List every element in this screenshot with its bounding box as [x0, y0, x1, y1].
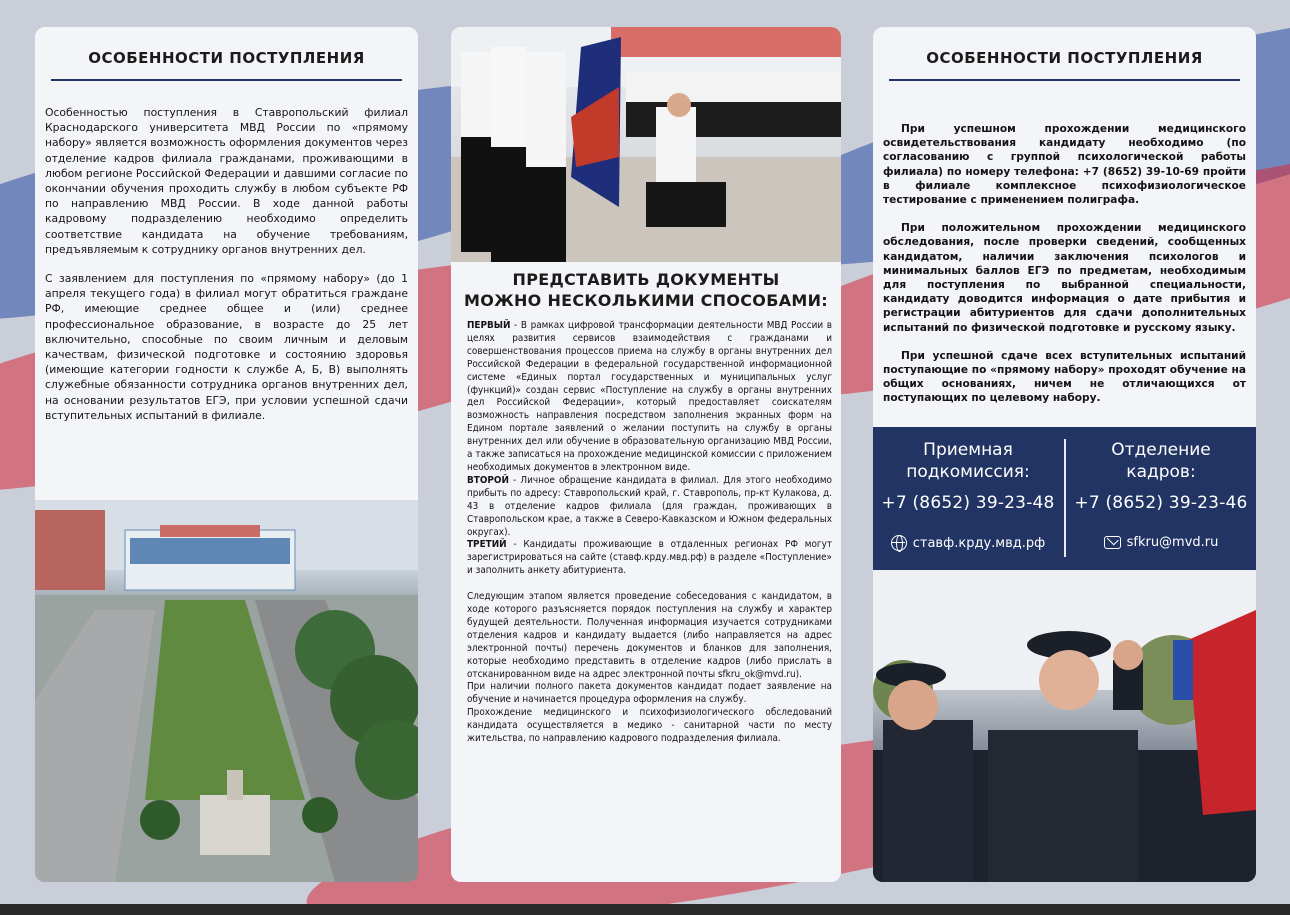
admissions-title-1: Приемная — [923, 440, 1013, 460]
website-link[interactable] — [873, 535, 1063, 551]
globe-icon — [891, 535, 907, 551]
left-panel — [35, 27, 418, 882]
parade-photo — [451, 27, 841, 262]
admissions-phone[interactable]: +7 (8652) 39-23-48 — [881, 493, 1055, 513]
right-paragraph-1: При успешном прохождении медицинского освидетельствования кандидату необходимо (по согласованию с группой психологической работы филиала) по номеру телефона: +7 (8652) 39-10-69 пройти в филиале комплексное психофизиологическое тестирование с применением полиграфа. — [883, 123, 1246, 207]
hr-title-2: кадров: — [1126, 462, 1196, 482]
bottom-bar — [0, 904, 1290, 915]
email-link[interactable] — [1066, 535, 1256, 550]
left-title-rule — [51, 79, 402, 81]
police-officers-photo — [873, 570, 1256, 882]
way-first — [467, 320, 832, 475]
way-first-text: - В рамках цифровой трансформации деятельности МВД России в целях развития сервисов взаимодействия с гражданами и совершенствования процессов приема на службу в органы внутренних дел Российской Федерации в федеральной государственной информационной системе «Единых портал государственных и муниципальных услуг (функций)» создан сервис «Поступление на службу в органы внутренних дел Российской Федерации», который предоставляет соискателям возможность направления посредством заполнения экранных форм на Едином портале заявлений о желании поступить на службу в органы внутренних дел или обучение в образовательную организацию МВД России, а также записаться на прохождение медицинской комиссии с приложением необходимых документов в электронном виде. — [467, 320, 832, 473]
hr-phone[interactable]: +7 (8652) 39-23-46 — [1074, 493, 1248, 513]
hr-title-1: Отделение — [1111, 440, 1211, 460]
ways-heading — [451, 269, 841, 311]
way-third — [467, 539, 832, 578]
right-title-rule — [889, 79, 1240, 81]
way-third-lead: ТРЕТИЙ — [467, 539, 507, 551]
left-panel-body — [35, 105, 418, 423]
mail-icon — [1104, 536, 1121, 549]
way-second — [467, 475, 832, 540]
hr-contact — [1066, 439, 1256, 550]
left-paragraph-1: Особенностью поступления в Ставропольский филиал Краснодарского университета МВД России по «прямому набору» является возможность оформления документов через отделение кадров филиала гражданами, проживающими в любом регионе Российской Федерации и давшими согласие по окончании обучения проходить службу в любом субъекте РФ по направлению МВД России. В ходе данной работы кадровому подразделению необходимо определить соответствие кандидата на обучение требованиям, предъявляемым к сотруднику органов внутренних дел. — [45, 106, 408, 256]
email-link-text[interactable]: sfkru@mvd.ru — [1126, 535, 1219, 550]
left-paragraph-2: С заявлением для поступления по «прямому набору» (до 1 апреля текущего года) в филиал могут обратиться граждане РФ, имеющие среднее общее и (или) среднее профессиональное образование, в возрасте до 25 лет включительно, способные по своим личным и деловым качествам, физической подготовке и состоянию здоровья (имеющие категории годности к службе А, Б, В) выполнять служебные обязанности сотрудника органов внутренних дел, на основании результатов ЕГЭ, при условии успешной сдачи вступительных испытаний в филиале. — [45, 272, 408, 422]
way-first-lead: ПЕРВЫЙ — [467, 320, 511, 331]
ways-heading-line-1: ПРЕДСТАВИТЬ ДОКУМЕНТЫ — [512, 270, 780, 289]
ways-body — [467, 320, 832, 746]
full-package-paragraph: При наличии полного пакета документов кандидат подает заявление на обучение и начинается процедура оформления на службу. — [467, 681, 832, 706]
left-panel-title: ОСОБЕННОСТИ ПОСТУПЛЕНИЯ — [88, 49, 365, 67]
campus-photo — [35, 500, 418, 882]
ways-heading-line-2: МОЖНО НЕСКОЛЬКИМИ СПОСОБАМИ: — [463, 291, 829, 310]
way-second-lead: ВТОРОЙ — [467, 474, 509, 486]
right-paragraph-3: При успешной сдаче всех вступительных испытаний поступающие по «прямому набору» проходят обучение на общих основаниях, ничем не отличающихся от поступающих по целевому набору. — [883, 349, 1246, 405]
contacts-box — [873, 427, 1256, 570]
way-second-text: - Личное обращение кандидата в филиал. Для этого необходимо прибыть по адресу: Ставропольский край, г. Ставрополь, пр-кт Кулакова, д. 43 в отделение кадров филиала (для граждан, проживающих в Ставропольском крае, а также в Северо-Кавказском и Южном федеральных округах). — [467, 474, 832, 538]
medical-paragraph: Прохождение медицинского и психофизиологического обследований кандидата осуществляется в медико - санитарной части по месту жительства, по направлению кадрового подразделения филиала. — [467, 707, 832, 745]
right-panel — [873, 27, 1256, 882]
spacer — [467, 578, 832, 591]
way-third-text: - Кандидаты проживающие в отдаленных регионах РФ могут зарегистрироваться на сайте (ставф.крду.мвд.рф) в разделе «Поступление» и заполнить анкету абитуриента. — [467, 539, 832, 577]
right-panel-body — [883, 122, 1246, 420]
website-link-text[interactable]: ставф.крду.мвд.рф — [912, 535, 1046, 551]
interview-paragraph: Следующим этапом является проведение собеседования с кандидатом, в ходе которого разъясняется порядок поступления на службу и характер будущей деятельности. Полученная информация изучается сотрудниками отделения кадров и кандидату выдается (либо направляется на адрес электронной почты) перечень документов и бланков для заполнения, которые необходимо представить в отделение кадров (либо прислать в отсканированном виде на адрес электронной почты sfkru_ok@mvd.ru). — [467, 591, 832, 680]
admissions-contact — [873, 439, 1063, 551]
admissions-title-2: подкомиссия: — [906, 462, 1030, 482]
right-panel-title: ОСОБЕННОСТИ ПОСТУПЛЕНИЯ — [926, 49, 1203, 67]
middle-panel — [451, 27, 841, 882]
right-paragraph-2: При положительном прохождении медицинского обследования, после проверки сведений, сообщенных кандидатом, наличии заключения психологов и минимальных баллов ЕГЭ по предметам, необходимым для поступления по выбранной специальности, кандидату доводится информация о дате прибытия и регистрации абитуриентов для сдачи дополнительных испытаний по физической подготовке и русскому языку. — [883, 222, 1246, 334]
